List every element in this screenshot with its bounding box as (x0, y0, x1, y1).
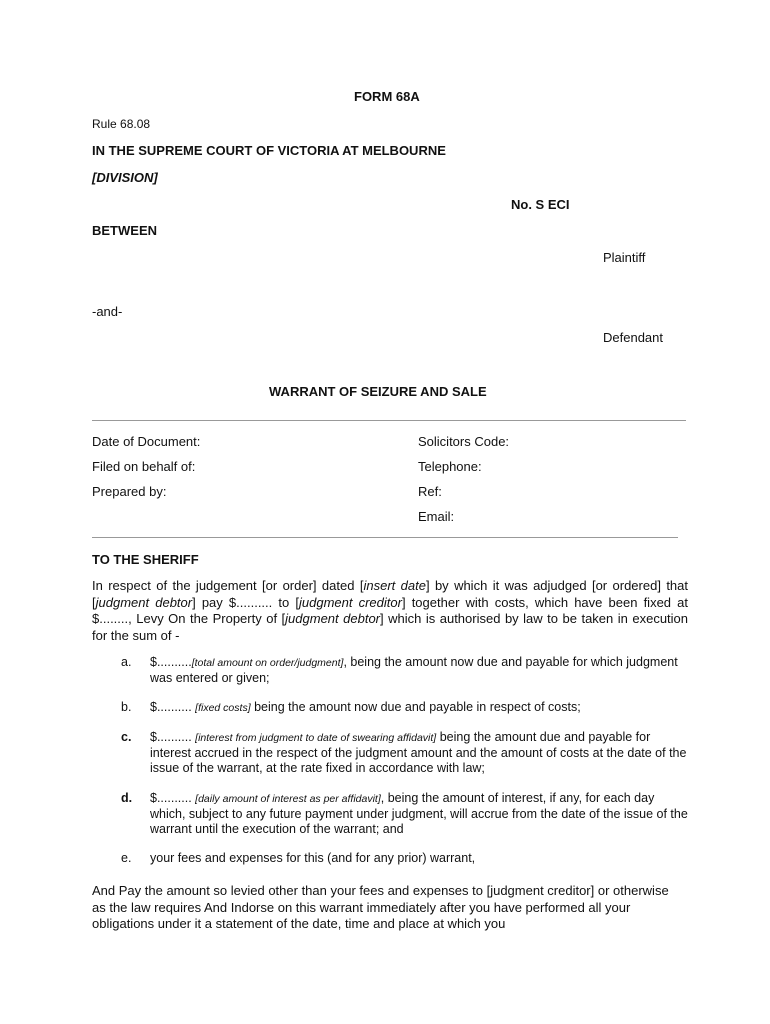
top-divider (92, 420, 686, 421)
item-daily-interest: $.......... [daily amount of interest as per affidavit], being the amount of interest, if any, for each day which, subject to any future payment under judgment, will accrue from the date of the issue of the warrant until the execution of the warrant; and (150, 791, 688, 836)
to-the-sheriff: TO THE SHERIFF (92, 552, 199, 567)
division: [DIVISION] (92, 170, 158, 185)
field-telephone: Telephone: (418, 459, 482, 474)
form-title: FORM 68A (354, 89, 420, 104)
item-fees: your fees and expenses for this (and for any prior) warrant, (150, 851, 476, 865)
intro-paragraph: In respect of the judgement [or order] dated [insert date] by which it was adjudged [or ordered] that [judgment debtor] pay $.......... to [judgment creditor] together with costs, which have been fixed at $........, Levy On the Property of [judgment debtor] which is authorised by law to be taken in execution for the sum of - (92, 578, 689, 643)
field-ref: Ref: (418, 484, 442, 499)
item-letter: d. (121, 791, 133, 805)
item-letter: b. (121, 700, 132, 714)
item-letter: c. (121, 730, 132, 744)
and-label: -and- (92, 304, 123, 319)
defendant-label: Defendant (603, 330, 663, 345)
bottom-divider (92, 537, 678, 538)
item-interest: $.......... [interest from judgment to date of swearing affidavit] being the amount due and payable for interest accrued in the respect of the judgment amount and the amount of costs at the date of the issue of the warrant, at the rate fixed in accordance with law; (150, 730, 687, 775)
field-date-of-document: Date of Document: (92, 434, 201, 449)
plaintiff-label: Plaintiff (603, 250, 646, 265)
item-total-amount: $..........[total amount on order/judgment], being the amount now due and payable for which judgment was entered or given; (150, 655, 678, 685)
field-prepared-by: Prepared by: (92, 484, 167, 499)
court-name: IN THE SUPREME COURT OF VICTORIA AT MELBOURNE (92, 143, 446, 158)
closing-paragraph: And Pay the amount so levied other than your fees and expenses to [judgment creditor] or otherwise as the law requires And Indorse on this warrant immediately after you have performed all your obligations under it a statement of the date, time and place at which you (92, 883, 669, 931)
field-email: Email: (418, 509, 455, 524)
document-title: WARRANT OF SEIZURE AND SALE (269, 384, 487, 399)
item-fixed-costs: $.......... [fixed costs] being the amount now due and payable in respect of costs; (150, 700, 581, 714)
field-solicitors-code: Solicitors Code: (418, 434, 510, 449)
rule-reference: Rule 68.08 (92, 117, 151, 131)
item-letter: e. (121, 851, 132, 865)
field-filed-on-behalf: Filed on behalf of: (92, 459, 196, 474)
between-label: BETWEEN (92, 223, 157, 238)
case-number: No. S ECI (511, 197, 570, 212)
item-letter: a. (121, 655, 132, 669)
